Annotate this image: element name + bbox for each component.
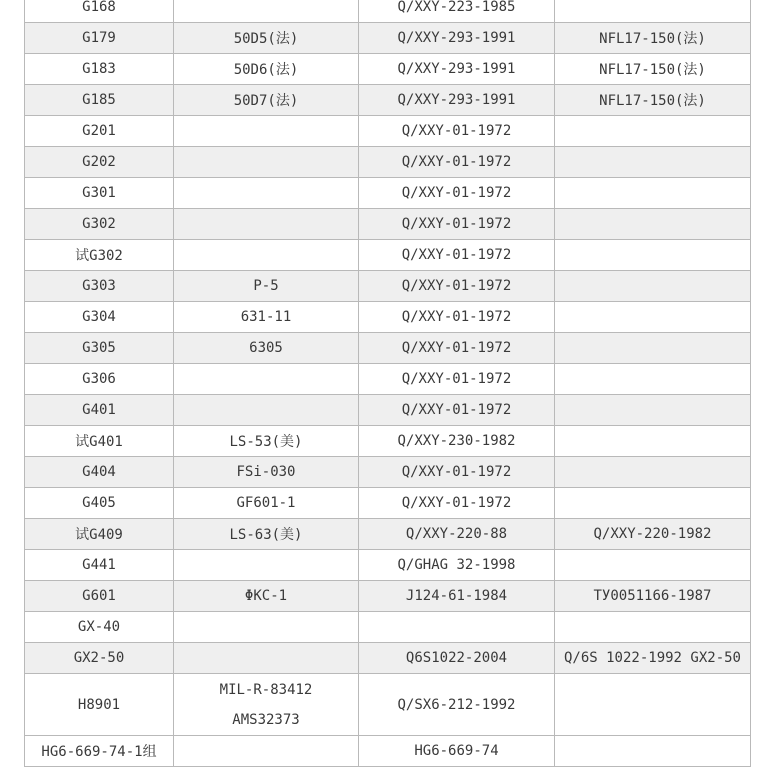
foreign-standard-cell xyxy=(555,178,751,209)
grade-cell: G183 xyxy=(25,54,174,85)
foreign-standard-cell: ТУ0051166-1987 xyxy=(555,581,751,612)
equivalent-cell: 50D5(法) xyxy=(174,23,359,54)
grade-cell: G168 xyxy=(25,0,174,23)
foreign-standard-cell: NFL17-150(法) xyxy=(555,85,751,116)
table-row xyxy=(25,240,751,271)
table-row xyxy=(25,85,751,116)
standard-cell: Q/XXY-01-1972 xyxy=(359,395,555,426)
grade-cell: G401 xyxy=(25,395,174,426)
table-row xyxy=(25,426,751,457)
table-row xyxy=(25,333,751,364)
table-body xyxy=(25,0,751,767)
table-row xyxy=(25,488,751,519)
standard-cell: Q/XXY-01-1972 xyxy=(359,178,555,209)
equivalent-cell xyxy=(174,209,359,240)
grade-cell: GX-40 xyxy=(25,612,174,643)
equivalent-cell: 631-11 xyxy=(174,302,359,333)
equivalent-cell xyxy=(174,643,359,674)
table-row xyxy=(25,612,751,643)
foreign-standard-cell xyxy=(555,240,751,271)
foreign-standard-cell xyxy=(555,147,751,178)
standard-cell: Q/XXY-01-1972 xyxy=(359,116,555,147)
equivalent-cell xyxy=(174,240,359,271)
equivalent-cell xyxy=(174,147,359,178)
foreign-standard-cell xyxy=(555,209,751,240)
grade-cell: H8901 xyxy=(25,674,174,736)
standards-table xyxy=(24,0,751,767)
standard-cell: Q/XXY-293-1991 xyxy=(359,54,555,85)
standard-cell: J124-61-1984 xyxy=(359,581,555,612)
table-row xyxy=(25,54,751,85)
grade-cell: G305 xyxy=(25,333,174,364)
foreign-standard-cell xyxy=(555,736,751,767)
grade-cell: 试G409 xyxy=(25,519,174,550)
grade-cell: G185 xyxy=(25,85,174,116)
grade-cell: 试G302 xyxy=(25,240,174,271)
standard-cell: Q/SX6-212-1992 xyxy=(359,674,555,736)
table-row xyxy=(25,519,751,550)
equivalent-cell: FSi-030 xyxy=(174,457,359,488)
grade-cell: G179 xyxy=(25,23,174,54)
equivalent-cell xyxy=(174,395,359,426)
standard-cell: Q/XXY-293-1991 xyxy=(359,85,555,116)
equivalent-cell xyxy=(174,736,359,767)
table-row xyxy=(25,116,751,147)
table-row xyxy=(25,674,751,736)
equivalent-cell: LS-53(美) xyxy=(174,426,359,457)
grade-cell: G302 xyxy=(25,209,174,240)
standard-cell: Q/XXY-01-1972 xyxy=(359,364,555,395)
foreign-standard-cell: NFL17-150(法) xyxy=(555,23,751,54)
standard-cell: Q/GHAG 32-1998 xyxy=(359,550,555,581)
foreign-standard-cell xyxy=(555,550,751,581)
table-row xyxy=(25,178,751,209)
foreign-standard-cell xyxy=(555,612,751,643)
table-row xyxy=(25,209,751,240)
grade-cell: G404 xyxy=(25,457,174,488)
table-row xyxy=(25,736,751,767)
grade-cell: G301 xyxy=(25,178,174,209)
equivalent-cell: ΦKC-1 xyxy=(174,581,359,612)
table-row xyxy=(25,550,751,581)
equivalent-cell xyxy=(174,674,359,736)
standard-cell: Q/XXY-01-1972 xyxy=(359,333,555,364)
grade-cell: 试G401 xyxy=(25,426,174,457)
equivalent-cell: 50D7(法) xyxy=(174,85,359,116)
equivalent-cell xyxy=(174,178,359,209)
foreign-standard-cell xyxy=(555,674,751,736)
foreign-standard-cell xyxy=(555,426,751,457)
equivalent-cell xyxy=(174,0,359,23)
foreign-standard-cell xyxy=(555,457,751,488)
standard-cell: HG6-669-74 xyxy=(359,736,555,767)
foreign-standard-cell xyxy=(555,395,751,426)
grade-cell: G201 xyxy=(25,116,174,147)
standard-cell: Q/XXY-01-1972 xyxy=(359,302,555,333)
standard-cell: Q/XXY-01-1972 xyxy=(359,457,555,488)
grade-cell: G306 xyxy=(25,364,174,395)
equivalent-cell xyxy=(174,550,359,581)
standard-cell: Q/XXY-230-1982 xyxy=(359,426,555,457)
standard-cell: Q/XXY-220-88 xyxy=(359,519,555,550)
standard-cell: Q/XXY-293-1991 xyxy=(359,23,555,54)
table-row xyxy=(25,364,751,395)
table-row xyxy=(25,23,751,54)
equivalent-cell: LS-63(美) xyxy=(174,519,359,550)
table-row xyxy=(25,643,751,674)
standard-cell xyxy=(359,612,555,643)
grade-cell: G601 xyxy=(25,581,174,612)
standard-cell: Q6S1022-2004 xyxy=(359,643,555,674)
grade-cell: HG6-669-74-1组 xyxy=(25,736,174,767)
grade-cell: G405 xyxy=(25,488,174,519)
table-row xyxy=(25,395,751,426)
foreign-standard-cell xyxy=(555,116,751,147)
foreign-standard-cell xyxy=(555,271,751,302)
table-row xyxy=(25,302,751,333)
equivalent-cell: 6305 xyxy=(174,333,359,364)
equivalent-cell xyxy=(174,116,359,147)
grade-cell: G202 xyxy=(25,147,174,178)
equivalent-cell: 50D6(法) xyxy=(174,54,359,85)
standard-cell: Q/XXY-223-1985 xyxy=(359,0,555,23)
standard-cell: Q/XXY-01-1972 xyxy=(359,147,555,178)
standard-cell: Q/XXY-01-1972 xyxy=(359,240,555,271)
equivalent-cell xyxy=(174,364,359,395)
equivalent-line: AMS32373 xyxy=(232,711,300,728)
equivalent-cell: GF601-1 xyxy=(174,488,359,519)
grade-cell: G304 xyxy=(25,302,174,333)
grade-cell: G303 xyxy=(25,271,174,302)
equivalent-cell: P-5 xyxy=(174,271,359,302)
standard-cell: Q/XXY-01-1972 xyxy=(359,209,555,240)
equivalent-cell xyxy=(174,612,359,643)
equivalent-line: MIL-R-83412 xyxy=(219,681,313,698)
standard-cell: Q/XXY-01-1972 xyxy=(359,488,555,519)
table-row xyxy=(25,271,751,302)
foreign-standard-cell: NFL17-150(法) xyxy=(555,54,751,85)
foreign-standard-cell xyxy=(555,0,751,23)
table-row xyxy=(25,581,751,612)
foreign-standard-cell xyxy=(555,488,751,519)
table-row xyxy=(25,0,751,23)
grade-cell: GX2-50 xyxy=(25,643,174,674)
foreign-standard-cell xyxy=(555,333,751,364)
table-row xyxy=(25,457,751,488)
grade-cell: G441 xyxy=(25,550,174,581)
foreign-standard-cell xyxy=(555,302,751,333)
foreign-standard-cell xyxy=(555,364,751,395)
standard-cell: Q/XXY-01-1972 xyxy=(359,271,555,302)
foreign-standard-cell: Q/XXY-220-1982 xyxy=(555,519,751,550)
foreign-standard-cell: Q/6S 1022-1992 GX2-50 xyxy=(555,643,751,674)
table-row xyxy=(25,147,751,178)
